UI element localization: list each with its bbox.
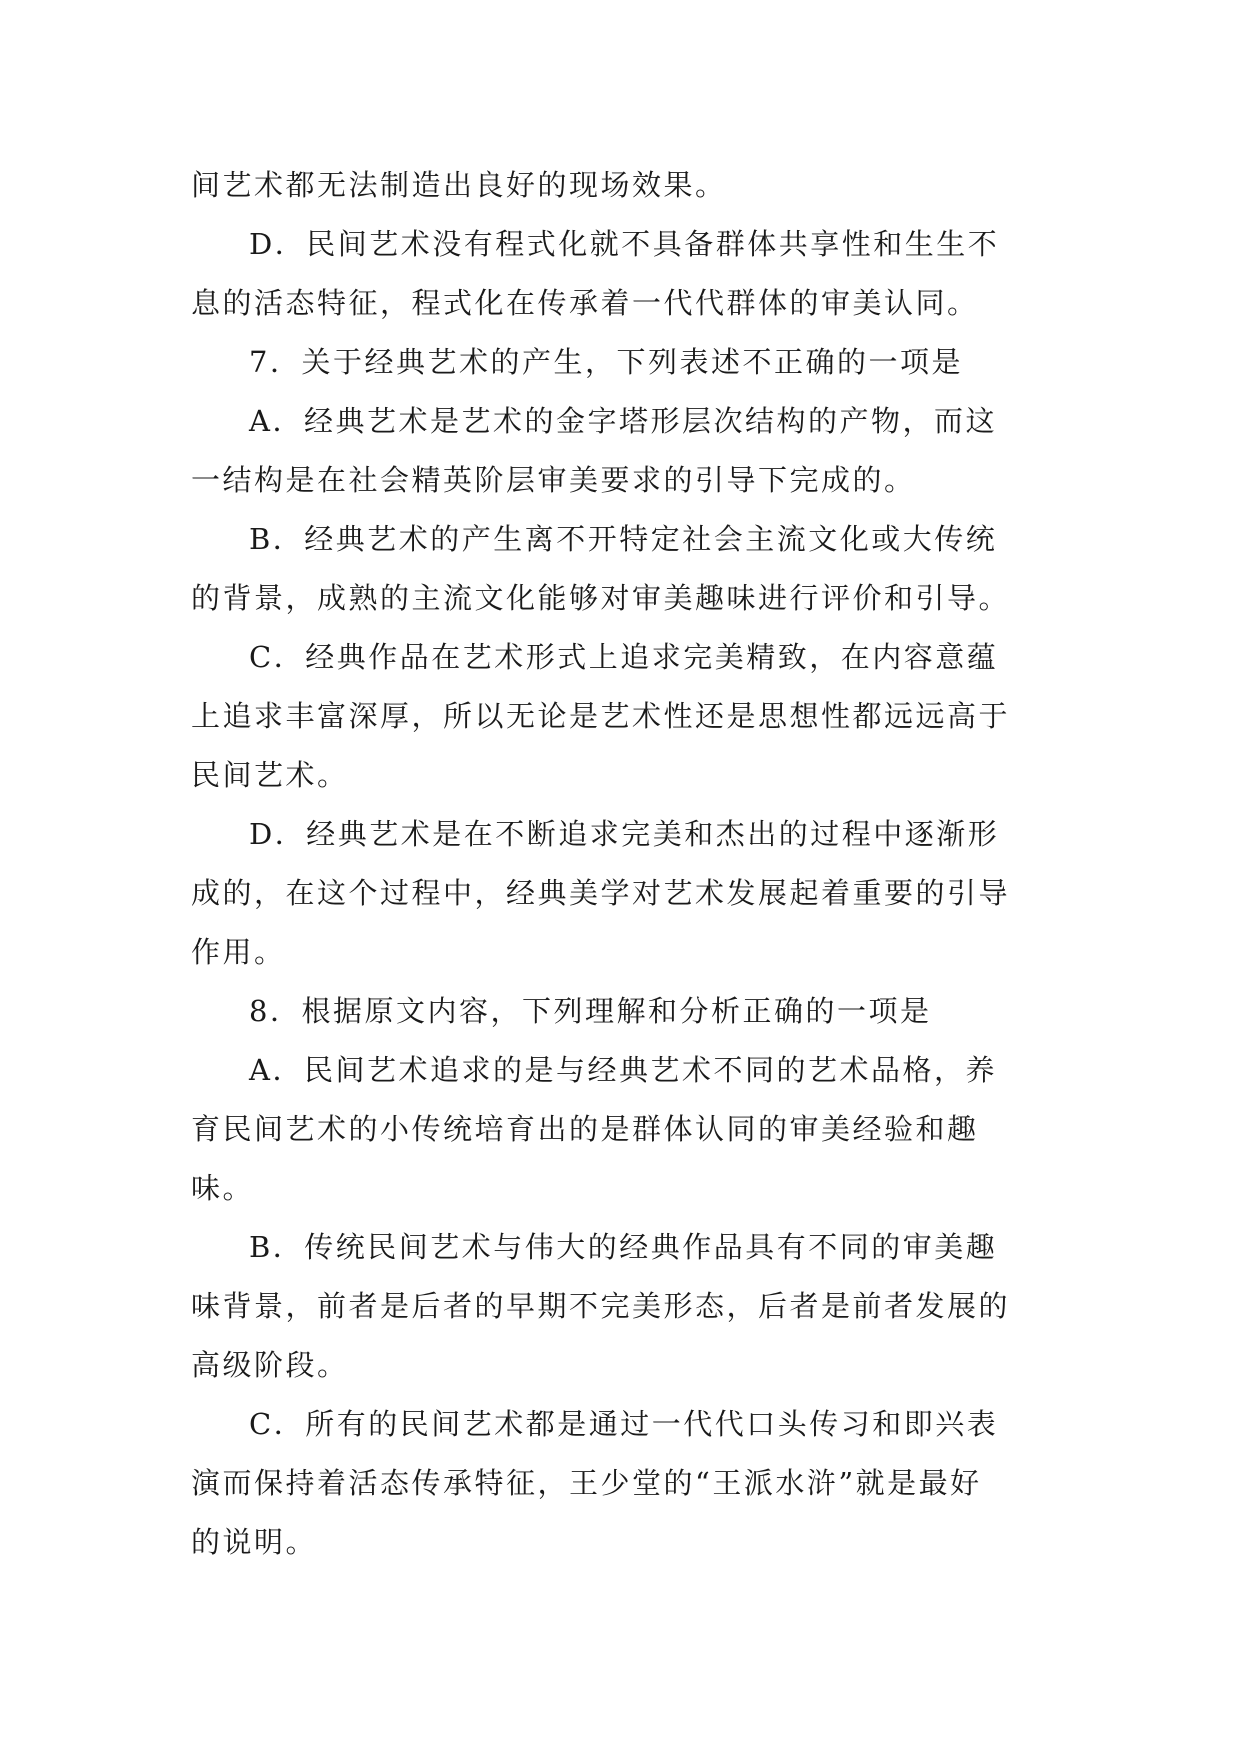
text-line: 成的，在这个过程中，经典美学对艺术发展起着重要的引导	[191, 876, 1011, 910]
text-line: B．经典艺术的产生离不开特定社会主流文化或大传统	[249, 522, 998, 556]
text-line: 8．根据原文内容，下列理解和分析正确的一项是	[249, 994, 932, 1028]
text-line: 味背景，前者是后者的早期不完美形态，后者是前者发展的	[191, 1289, 1011, 1323]
text-line: 的说明。	[191, 1525, 318, 1559]
text-line: A．民间艺术追求的是与经典艺术不同的艺术品格，养	[249, 1053, 997, 1087]
text-line: 的背景，成熟的主流文化能够对审美趣味进行评价和引导。	[191, 581, 1011, 615]
text-line: 味。	[191, 1171, 255, 1205]
text-line: B．传统民间艺术与伟大的经典作品具有不同的审美趣	[249, 1230, 998, 1264]
text-line: 间艺术都无法制造出良好的现场效果。	[191, 168, 727, 202]
text-line: D．经典艺术是在不断追求完美和杰出的过程中逐渐形	[249, 817, 1000, 851]
text-line: 7．关于经典艺术的产生，下列表述不正确的一项是	[249, 345, 963, 379]
text-line: 作用。	[191, 935, 286, 969]
text-line: 上追求丰富深厚，所以无论是艺术性还是思想性都远远高于	[191, 699, 1011, 733]
text-line: C．经典作品在艺术形式上追求完美精致，在内容意蕴	[249, 640, 999, 674]
text-line: C．所有的民间艺术都是通过一代代口头传习和即兴表	[249, 1407, 999, 1441]
text-line: 育民间艺术的小传统培育出的是群体认同的审美经验和趣	[191, 1112, 979, 1146]
text-line: 一结构是在社会精英阶层审美要求的引导下完成的。	[191, 463, 916, 497]
text-line: 高级阶段。	[191, 1348, 349, 1382]
text-line: 息的活态特征，程式化在传承着一代代群体的审美认同。	[191, 286, 979, 320]
text-line: A．经典艺术是艺术的金字塔形层次结构的产物，而这	[249, 404, 997, 438]
text-line: 民间艺术。	[191, 758, 349, 792]
text-line: 演而保持着活态传承特征，王少堂的“王派水浒”就是最好	[191, 1466, 982, 1500]
text-line: D．民间艺术没有程式化就不具备群体共享性和生生不	[249, 227, 1000, 261]
document-body	[191, 156, 1071, 1572]
